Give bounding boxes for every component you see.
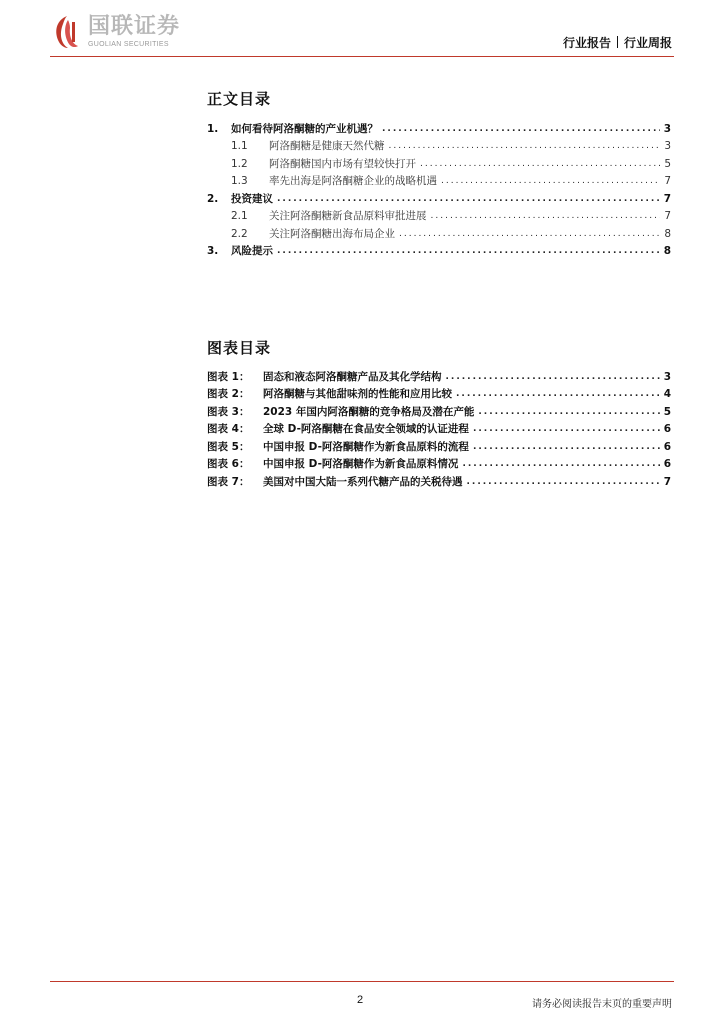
toc-label: 关注阿洛酮糖出海布局企业 xyxy=(269,227,395,240)
figure-page: 6 xyxy=(663,423,671,435)
category-left: 行业报告 xyxy=(562,36,611,50)
toc-number: 1.2 xyxy=(231,157,248,170)
figure-entry[interactable] xyxy=(207,419,671,437)
figure-label: 全球 D-阿洛酮糖在食品安全领域的认证进程 xyxy=(263,423,469,435)
figure-page: 4 xyxy=(663,388,671,400)
dot-leader xyxy=(473,422,660,436)
toc-number: 1.3 xyxy=(231,175,248,187)
dot-leader xyxy=(441,174,660,188)
figures-list xyxy=(207,366,671,489)
figure-page: 6 xyxy=(663,458,671,470)
toc-entry[interactable] xyxy=(207,171,671,189)
toc-page: 7 xyxy=(664,175,671,187)
figure-number: 图表 4： xyxy=(207,423,250,435)
dot-leader xyxy=(431,209,661,223)
figure-number: 图表 3： xyxy=(207,405,250,418)
toc-page: 8 xyxy=(664,227,671,240)
figure-page: 6 xyxy=(663,440,671,453)
figure-number: 图表 6： xyxy=(207,458,250,470)
toc-entry[interactable] xyxy=(207,153,671,171)
toc-page: 5 xyxy=(664,157,671,170)
dot-leader xyxy=(456,387,660,401)
page-header xyxy=(0,0,724,60)
disclaimer-note: 请务必阅读报告末页的重要声明 xyxy=(532,999,672,1010)
page-number: 2 xyxy=(357,994,364,1006)
toc-entry[interactable] xyxy=(207,223,671,241)
toc-number: 3. xyxy=(207,245,219,257)
toc-page: 3 xyxy=(663,122,671,135)
figure-label: 中国申报 D-阿洛酮糖作为新食品原料的流程 xyxy=(263,440,469,453)
toc-label: 如何看待阿洛酮糖的产业机遇？ xyxy=(231,122,378,135)
dot-leader xyxy=(467,475,660,489)
logo-mark-icon xyxy=(52,14,82,50)
toc-page: 3 xyxy=(664,140,671,152)
dot-leader xyxy=(478,405,659,419)
toc-label: 率先出海是阿洛酮糖企业的战略机遇 xyxy=(269,175,437,187)
dot-leader xyxy=(389,139,661,153)
footer-divider xyxy=(50,981,674,982)
figure-label: 2023 年国内阿洛酮糖的竞争格局及潜在产能 xyxy=(263,405,475,418)
dot-leader xyxy=(277,244,660,258)
toc-number: 2. xyxy=(207,192,219,205)
category-divider xyxy=(617,36,618,48)
toc-number: 2.2 xyxy=(231,227,248,240)
figure-label: 固态和液态阿洛酮糖产品及其化学结构 xyxy=(263,370,442,383)
figure-page: 5 xyxy=(663,405,671,418)
figure-number: 图表 7： xyxy=(207,475,250,488)
toc-label: 阿洛酮糖国内市场有望较快打开 xyxy=(269,157,416,170)
figure-number: 图表 1： xyxy=(207,370,250,383)
dot-leader xyxy=(446,370,660,384)
toc-label: 投资建议 xyxy=(231,192,273,205)
logo-english-name: GUOLIAN SECURITIES xyxy=(88,41,169,48)
figure-entry[interactable] xyxy=(207,436,671,454)
figure-page: 7 xyxy=(663,475,671,488)
toc-title: 正文目录 xyxy=(207,90,272,108)
toc-page: 7 xyxy=(663,192,671,205)
toc-label: 风险提示 xyxy=(231,245,273,257)
logo-chinese-name: 国联证券 xyxy=(88,14,181,39)
figure-entry[interactable] xyxy=(207,366,671,384)
dot-leader xyxy=(462,457,659,471)
toc-label: 阿洛酮糖是健康天然代糖 xyxy=(269,140,385,152)
figure-label: 美国对中国大陆一系列代糖产品的关税待遇 xyxy=(263,475,463,488)
toc-entry[interactable] xyxy=(207,241,671,259)
dot-leader xyxy=(473,440,660,454)
dot-leader xyxy=(420,157,660,171)
toc-entry[interactable] xyxy=(207,188,671,206)
company-logo xyxy=(52,14,180,50)
dot-leader xyxy=(399,227,660,241)
toc-number: 1. xyxy=(207,122,219,135)
figure-number: 图表 5： xyxy=(207,440,250,453)
figure-number: 图表 2： xyxy=(207,388,250,400)
figure-label: 阿洛酮糖与其他甜味剂的性能和应用比较 xyxy=(263,388,452,400)
toc-page: 7 xyxy=(664,210,671,222)
category-right: 行业周报 xyxy=(623,36,672,50)
toc-page: 8 xyxy=(663,245,671,257)
figures-title: 图表目录 xyxy=(207,339,272,357)
figure-label: 中国申报 D-阿洛酮糖作为新食品原料情况 xyxy=(263,458,459,470)
header-divider xyxy=(50,56,674,57)
report-category xyxy=(563,34,672,51)
toc-entry[interactable] xyxy=(207,118,671,136)
toc-label: 关注阿洛酮糖新食品原料审批进展 xyxy=(269,210,427,222)
toc-list xyxy=(207,118,671,258)
dot-leader xyxy=(382,122,660,136)
dot-leader xyxy=(277,192,660,206)
figure-entry[interactable] xyxy=(207,401,671,419)
toc-entry[interactable] xyxy=(207,136,671,154)
figure-entry[interactable] xyxy=(207,384,671,402)
toc-entry[interactable] xyxy=(207,206,671,224)
toc-number: 2.1 xyxy=(231,210,248,222)
figure-page: 3 xyxy=(663,370,671,383)
toc-number: 1.1 xyxy=(231,140,248,152)
figure-entry[interactable] xyxy=(207,454,671,472)
figure-entry[interactable] xyxy=(207,471,671,489)
